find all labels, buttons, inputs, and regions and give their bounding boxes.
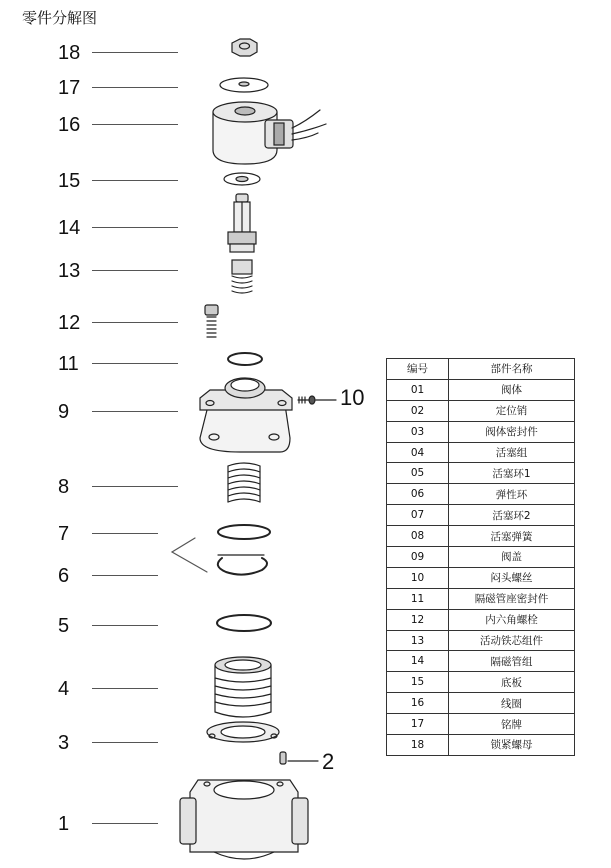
valve-body-part <box>180 780 308 859</box>
tube-seat-seal-part <box>228 353 262 365</box>
callout-10: 10 <box>340 385 365 410</box>
row-part-name: 隔磁管组 <box>449 651 575 672</box>
table-row <box>387 609 575 630</box>
lock-nut-part <box>232 39 257 56</box>
row-number: 11 <box>387 588 449 609</box>
table-row <box>387 526 575 547</box>
callout-17: 17 <box>58 77 81 99</box>
callout-14: 14 <box>58 217 81 239</box>
row-number: 03 <box>387 421 449 442</box>
callout-5: 5 <box>58 615 70 637</box>
table-row <box>387 714 575 735</box>
row-part-name: 内六角螺栓 <box>449 609 575 630</box>
row-part-name: 锁紧螺母 <box>449 735 575 756</box>
callout-12: 12 <box>58 312 81 334</box>
row-part-name: 铭牌 <box>449 714 575 735</box>
row-number: 12 <box>387 609 449 630</box>
row-number: 18 <box>387 735 449 756</box>
armature-tube-part <box>228 194 256 252</box>
row-part-name: 闷头螺丝 <box>449 567 575 588</box>
table-row <box>387 735 575 756</box>
callout-9: 9 <box>58 401 70 423</box>
row-number: 08 <box>387 526 449 547</box>
header-part-name: 部件名称 <box>449 359 575 380</box>
valve-cover-part <box>200 378 292 452</box>
row-part-name: 活动铁芯组件 <box>449 630 575 651</box>
row-number: 16 <box>387 693 449 714</box>
coil-part <box>213 102 326 164</box>
row-part-name: 底板 <box>449 672 575 693</box>
bracket-leader <box>172 538 207 572</box>
parts-table <box>386 358 575 756</box>
body-seal-part <box>207 722 279 742</box>
row-number: 01 <box>387 379 449 400</box>
table-row <box>387 379 575 400</box>
table-row <box>387 421 575 442</box>
table-header-row <box>387 359 575 380</box>
table-row <box>387 588 575 609</box>
page-title: 零件分解图 <box>22 9 98 27</box>
callout-7: 7 <box>58 523 70 545</box>
table-row <box>387 505 575 526</box>
row-part-name: 隔磁管座密封件 <box>449 588 575 609</box>
row-number: 17 <box>387 714 449 735</box>
row-part-name: 阀体 <box>449 379 575 400</box>
callout-15: 15 <box>58 170 81 192</box>
row-part-name: 阀体密封件 <box>449 421 575 442</box>
row-number: 13 <box>387 630 449 651</box>
bottom-plate-part <box>224 173 260 185</box>
row-part-name: 活塞环1 <box>449 463 575 484</box>
piston-ring-2-part <box>218 525 270 539</box>
row-number: 10 <box>387 567 449 588</box>
row-number: 07 <box>387 505 449 526</box>
piston-ring-1-part <box>217 615 271 631</box>
row-part-name: 活塞组 <box>449 442 575 463</box>
nameplate-part <box>220 78 268 92</box>
callout-2: 2 <box>322 749 335 774</box>
row-number: 06 <box>387 484 449 505</box>
table-row <box>387 442 575 463</box>
row-number: 02 <box>387 400 449 421</box>
header-number: 编号 <box>387 359 449 380</box>
row-number: 09 <box>387 547 449 568</box>
moving-core-part <box>232 260 252 293</box>
row-part-name: 活塞弹簧 <box>449 526 575 547</box>
locating-pin-part <box>280 752 318 764</box>
hex-bolt-part <box>205 305 218 337</box>
callout-16: 16 <box>58 114 81 136</box>
row-part-name: 定位销 <box>449 400 575 421</box>
table-row <box>387 463 575 484</box>
elastic-ring-part <box>218 555 267 575</box>
row-number: 04 <box>387 442 449 463</box>
row-part-name: 弹性环 <box>449 484 575 505</box>
callout-13: 13 <box>58 260 81 282</box>
row-number: 14 <box>387 651 449 672</box>
callout-6: 6 <box>58 565 70 587</box>
table-row <box>387 630 575 651</box>
callout-18: 18 <box>58 42 81 64</box>
row-number: 15 <box>387 672 449 693</box>
row-part-name: 阀盖 <box>449 547 575 568</box>
callout-1: 1 <box>58 813 70 835</box>
table-row <box>387 400 575 421</box>
table-row <box>387 672 575 693</box>
callout-8: 8 <box>58 476 70 498</box>
table-row <box>387 693 575 714</box>
callout-4: 4 <box>58 678 70 700</box>
table-row <box>387 547 575 568</box>
row-number: 05 <box>387 463 449 484</box>
callout-3: 3 <box>58 732 70 754</box>
table-row <box>387 651 575 672</box>
table-row <box>387 567 575 588</box>
piston-spring-part <box>228 463 260 502</box>
plug-screw-part <box>298 396 336 404</box>
row-part-name: 活塞环2 <box>449 505 575 526</box>
table-row <box>387 484 575 505</box>
piston-assembly-part <box>215 657 271 717</box>
callout-11: 11 <box>58 353 79 375</box>
row-part-name: 线圈 <box>449 693 575 714</box>
